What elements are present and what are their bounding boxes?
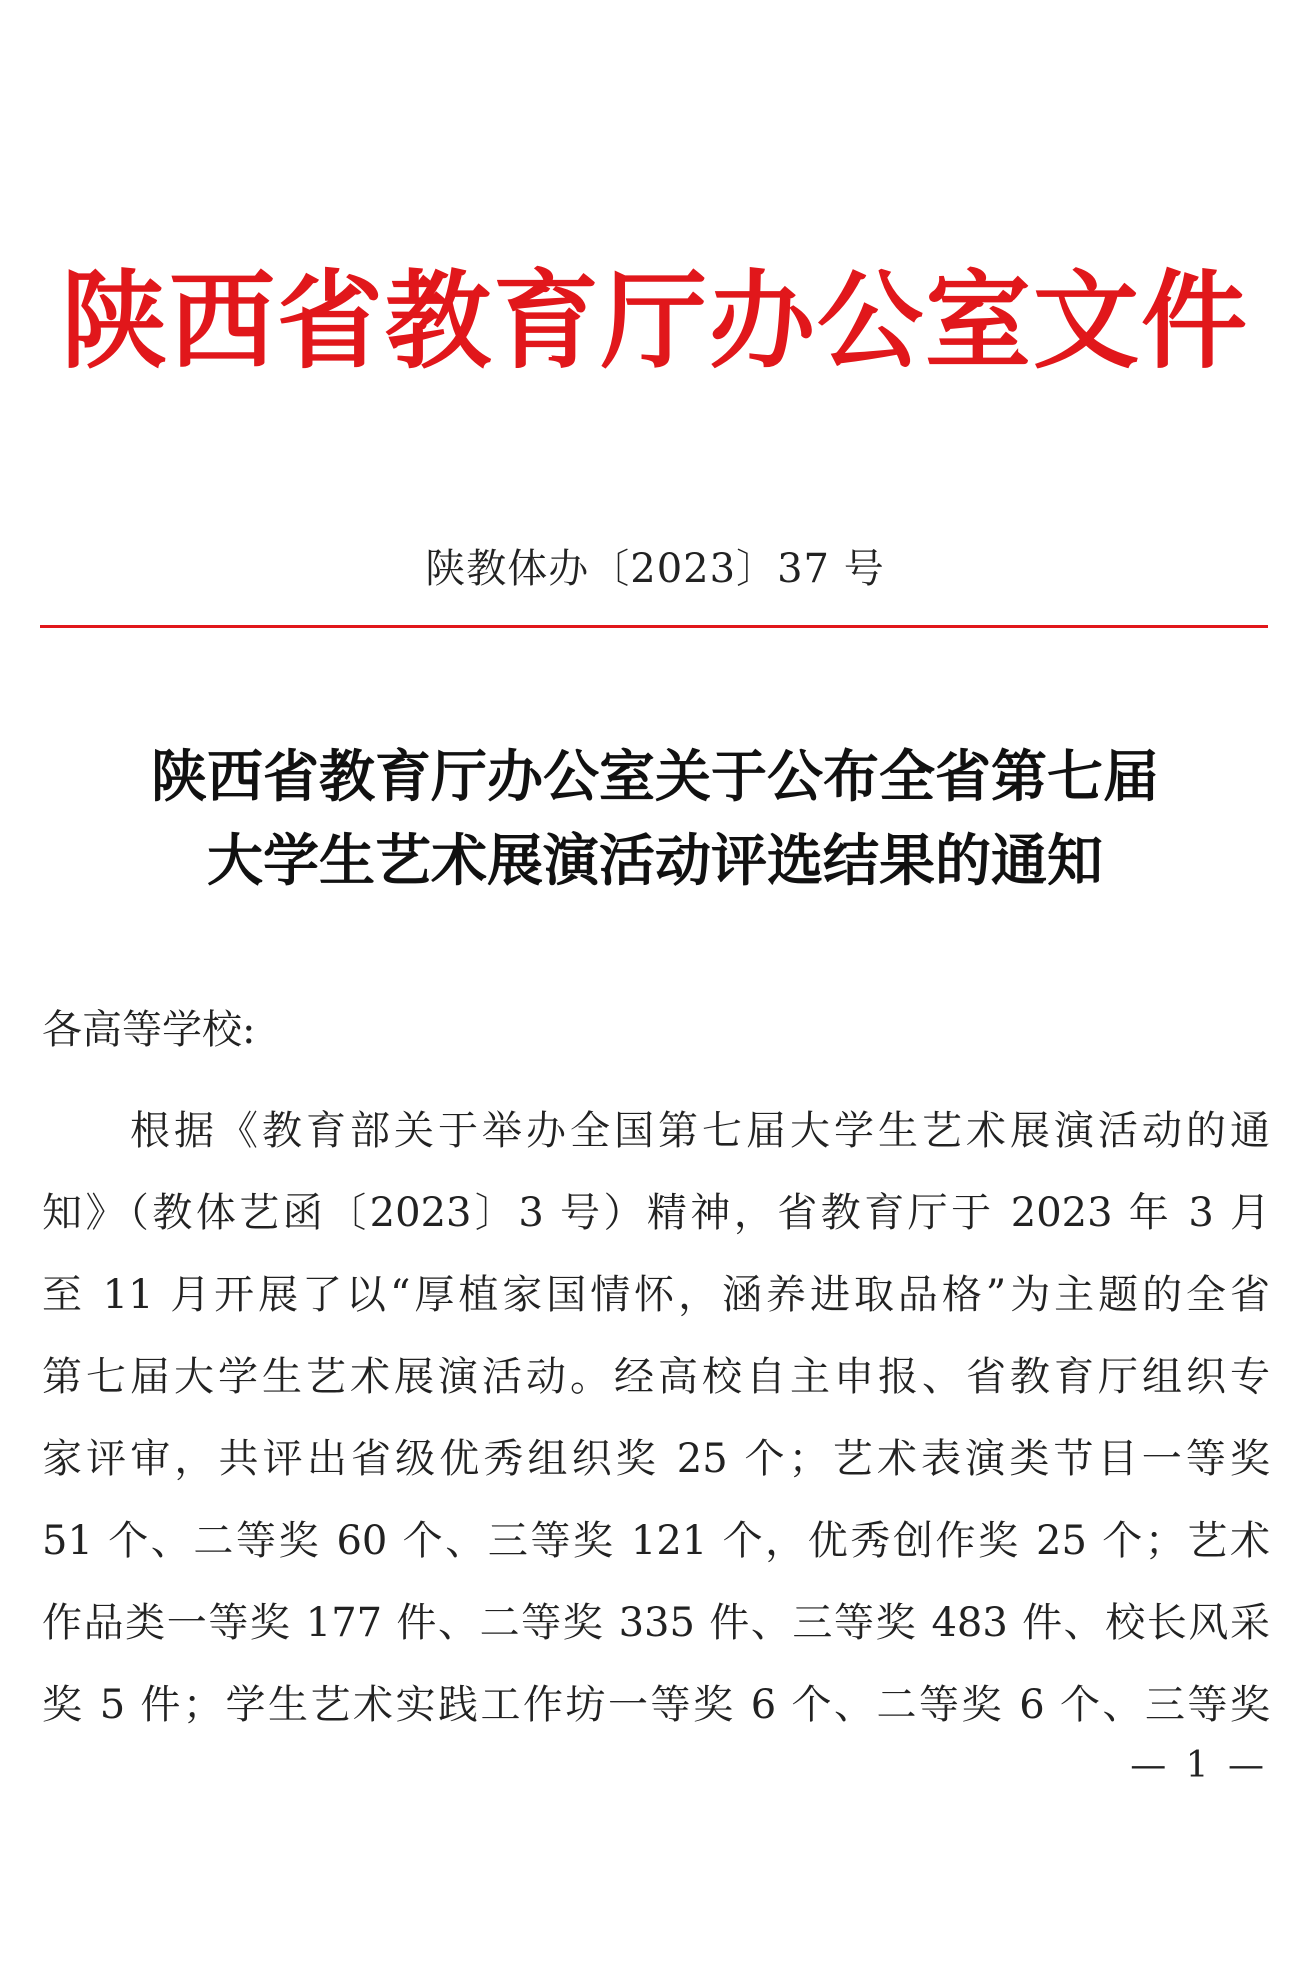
body-line: 51 个、二等奖 60 个、三等奖 121 个，优秀创作奖 25 个；艺术 — [42, 1518, 1270, 1564]
title-line-2: 大学生艺术展演活动评选结果的通知 — [207, 828, 1103, 894]
body-line: 至 11 月开展了以“厚植家国情怀，涵养进取品格”为主题的全省 — [42, 1272, 1270, 1318]
body-line: 知》（教体艺函〔2023〕3 号）精神，省教育厅于 2023 年 3 月 — [42, 1190, 1270, 1236]
body-line: 作品类一等奖 177 件、二等奖 335 件、三等奖 483 件、校长风采 — [42, 1600, 1270, 1646]
body-line: 家评审，共评出省级优秀组织奖 25 个；艺术表演类节目一等奖 — [42, 1436, 1270, 1482]
document-title — [0, 735, 1310, 903]
salutation: 各高等学校: — [42, 1007, 256, 1053]
body-line: 奖 5 件；学生艺术实践工作坊一等奖 6 个、二等奖 6 个、三等奖 — [42, 1682, 1270, 1728]
body-paragraph — [42, 1090, 1270, 1746]
letterhead-title: 陕西省教育厅办公室文件 — [61, 258, 1249, 383]
title-line-1: 陕西省教育厅办公室关于公布全省第七届 — [151, 744, 1159, 810]
red-separator-line — [40, 625, 1268, 628]
document-number: 陕教体办〔2023〕37 号 — [425, 546, 885, 592]
body-line: 第七届大学生艺术展演活动。经高校自主申报、省教育厅组织专 — [42, 1354, 1270, 1400]
page-number: — 1 — — [1130, 1745, 1268, 1786]
body-line: 根据《教育部关于举办全国第七届大学生艺术展演活动的通 — [130, 1108, 1270, 1154]
